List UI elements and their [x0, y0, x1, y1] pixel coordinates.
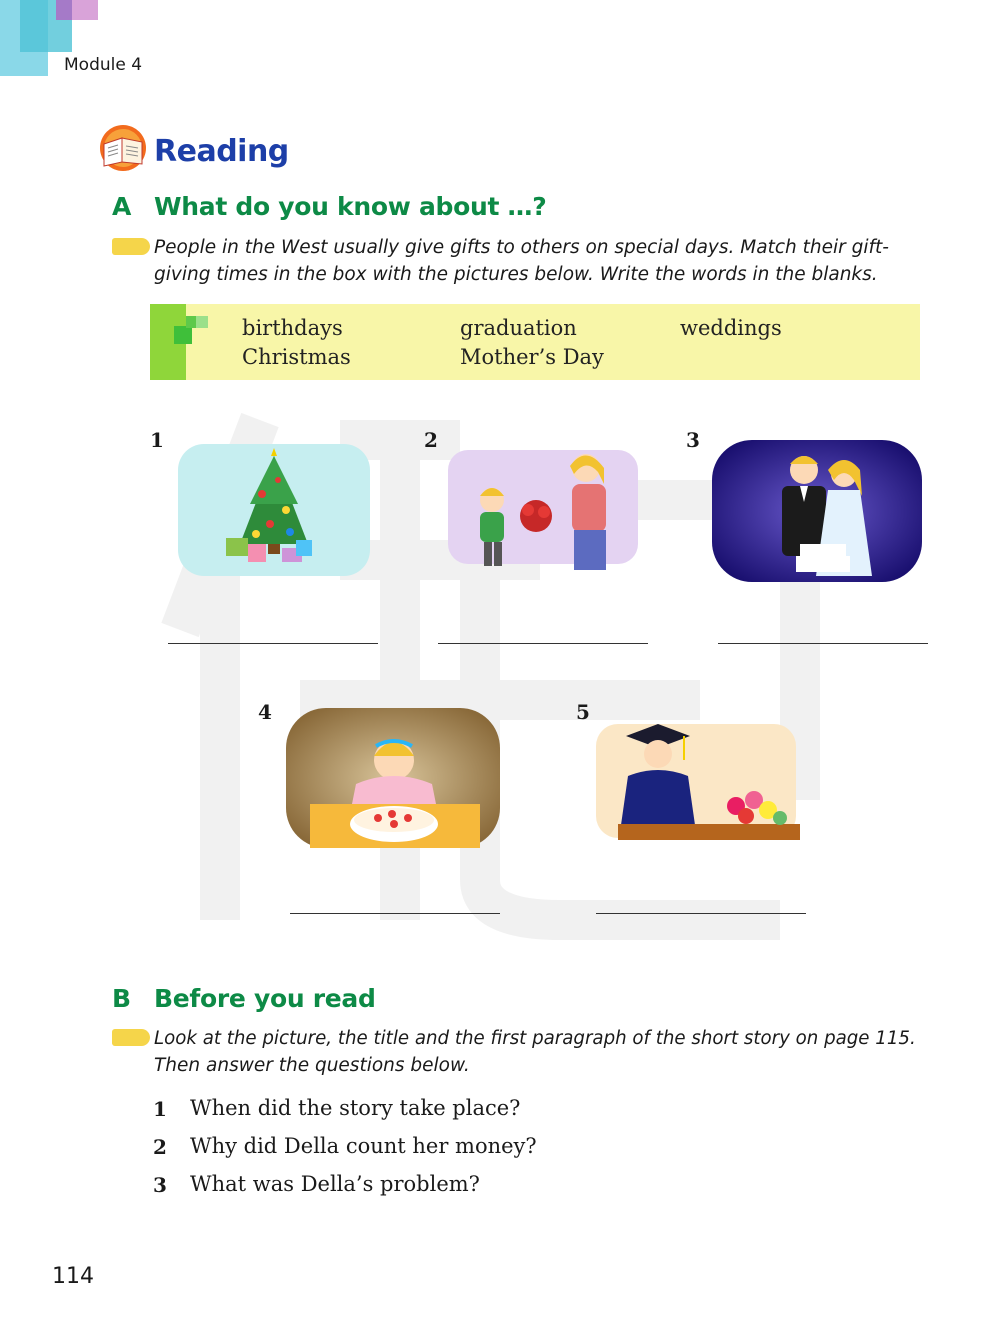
- question-number-2: 2: [153, 1135, 167, 1159]
- picture-number-2: 2: [424, 428, 438, 452]
- word-graduation: graduation: [460, 316, 577, 340]
- graduate-icon: [596, 720, 800, 844]
- word-christmas: Christmas: [242, 345, 351, 369]
- section-a-title: What do you know about …?: [154, 192, 547, 221]
- instruction-bullet: [112, 1029, 150, 1046]
- answer-blank-1[interactable]: [168, 643, 378, 644]
- open-book-icon: [96, 124, 150, 172]
- wedding-couple-icon: [712, 440, 922, 582]
- module-label: Module 4: [64, 55, 143, 75]
- section-b-letter: B: [112, 984, 132, 1013]
- instruction-a-line1: People in the West usually give gifts to others on special days. Match their gift-: [154, 237, 889, 258]
- section-a-letter: A: [112, 192, 132, 221]
- section-title: Reading: [154, 134, 289, 169]
- question-text-3: What was Della’s problem?: [190, 1172, 480, 1196]
- answer-blank-4[interactable]: [290, 913, 500, 914]
- word-mothers-day: Mother’s Day: [460, 345, 604, 369]
- question-text-2: Why did Della count her money?: [190, 1134, 537, 1158]
- page-number: 114: [52, 1264, 94, 1289]
- picture-number-1: 1: [150, 428, 164, 452]
- child-giving-flowers-icon: [448, 444, 638, 576]
- word-box: [150, 304, 920, 380]
- answer-blank-3[interactable]: [718, 643, 928, 644]
- picture-number-5: 5: [576, 700, 590, 724]
- question-text-1: When did the story take place?: [190, 1096, 521, 1120]
- picture-number-3: 3: [686, 428, 700, 452]
- question-number-1: 1: [153, 1097, 167, 1121]
- instruction-b-line2: Then answer the questions below.: [154, 1055, 470, 1076]
- question-number-3: 3: [153, 1173, 167, 1197]
- instruction-a-line2: giving times in the box with the pictures below. Write the words in the blanks.: [154, 264, 878, 285]
- instruction-b-line1: Look at the picture, the title and the first paragraph of the short story on page 115.: [154, 1028, 916, 1049]
- answer-blank-2[interactable]: [438, 643, 648, 644]
- instruction-bullet: [112, 238, 150, 255]
- word-weddings: weddings: [680, 316, 782, 340]
- picture-number-4: 4: [258, 700, 272, 724]
- word-birthdays: birthdays: [242, 316, 343, 340]
- section-b-title: Before you read: [154, 984, 376, 1013]
- answer-blank-5[interactable]: [596, 913, 806, 914]
- birthday-cake-icon: [286, 708, 500, 854]
- christmas-tree-icon: [178, 444, 370, 576]
